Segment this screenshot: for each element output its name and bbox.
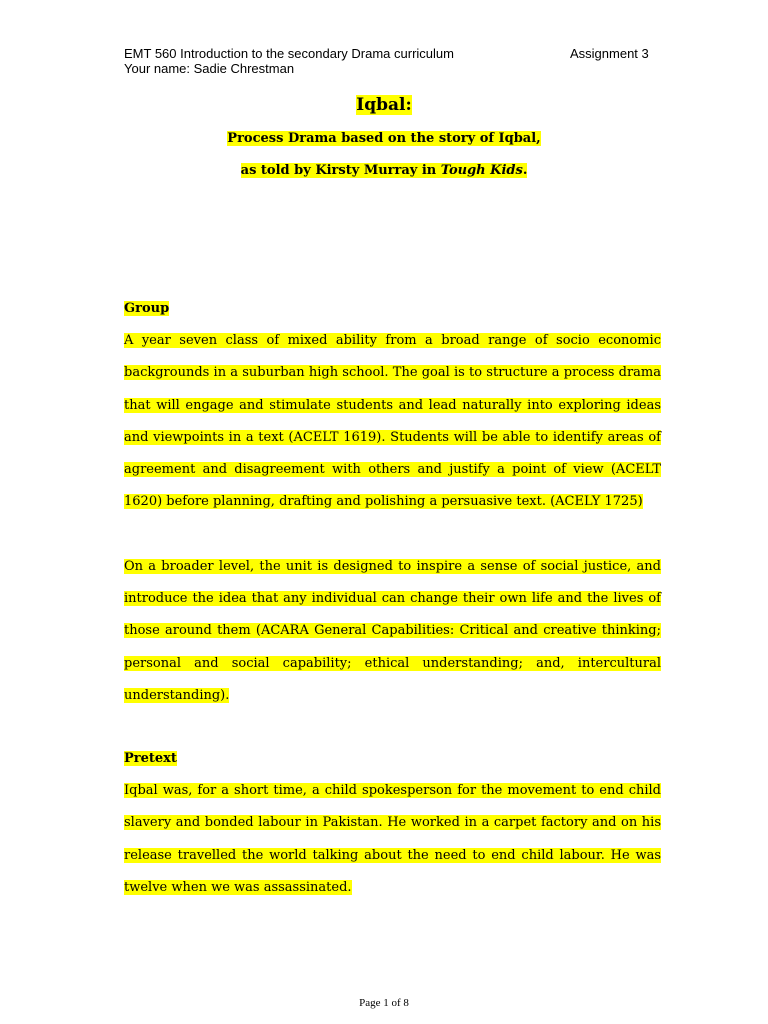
assignment-label: Assignment 3 [570, 46, 649, 61]
document-title-text: Iqbal: [356, 95, 412, 115]
subtitle-suffix: . [522, 163, 528, 178]
subtitle-prefix: as told by Kirsty Murray in [240, 163, 441, 178]
subtitle-line-2 [0, 162, 768, 180]
course-title: EMT 560 Introduction to the secondary Drama curriculum [124, 46, 454, 61]
document-title [0, 94, 768, 116]
group-paragraph-1-text: A year seven class of mixed ability from a broad range of socio economic backgrounds in a suburban high school. The goal is to structure a process drama that will engage and stimulate students and lead naturally into exploring ideas and viewpoints in a text (ACELT 1619). Students will be able to identify areas of agreement and disagreement with others and justify a point of view (ACELT 1620) before planning, drafting and polishing a persuasive text. (ACELY 1725) [124, 333, 661, 510]
group-paragraph-2-text: On a broader level, the unit is designed to inspire a sense of social justice, and introduce the idea that any individual can change their own life and the lives of those around them (ACARA General Capabilities: Critical and creative thinking; personal and social capability; ethical understanding; and, intercultural understanding). [124, 558, 661, 703]
author-name-line: Your name: Sadie Chrestman [124, 61, 295, 76]
pretext-paragraph-text: Iqbal was, for a short time, a child spokesperson for the movement to end child slavery and bonded labour in Pakistan. He worked in a carpet factory and on his release travelled the world talking about the need to end child labour. He was twelve when we was assassinated. [124, 783, 661, 895]
group-heading [124, 300, 661, 318]
pretext-paragraph [124, 775, 661, 904]
course-header [124, 46, 454, 62]
book-title: Tough Kids [440, 163, 523, 178]
subtitle-line-1 [0, 130, 768, 148]
group-section [124, 300, 661, 712]
pretext-section [124, 750, 661, 904]
pretext-heading [124, 750, 661, 768]
page-number: Page 1 of 8 [359, 997, 409, 1009]
group-paragraph-2 [124, 551, 661, 712]
group-paragraph-1 [124, 325, 661, 519]
pretext-heading-text: Pretext [124, 751, 177, 766]
group-heading-text: Group [124, 301, 170, 316]
subtitle-line-1-text: Process Drama based on the story of Iqbal, [227, 131, 541, 146]
subtitle-line-2-text [241, 163, 528, 178]
